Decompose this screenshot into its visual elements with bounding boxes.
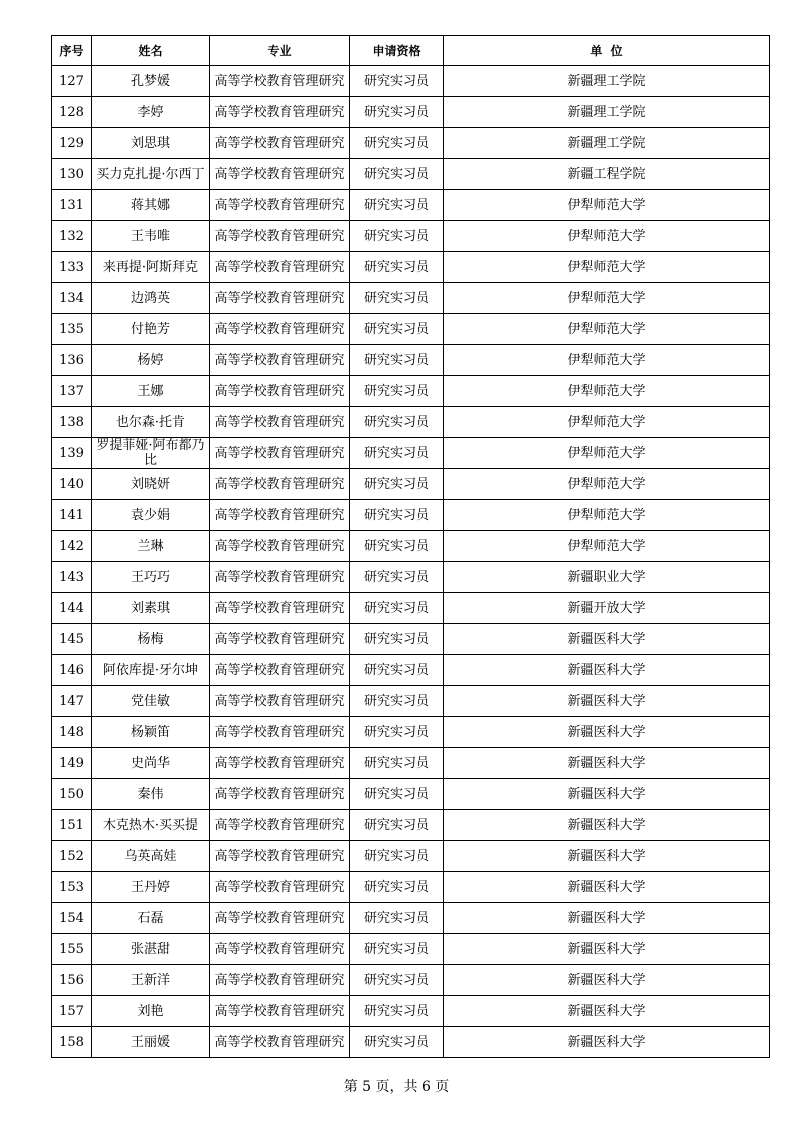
cell-no: 136 [52, 345, 92, 376]
table-row [52, 810, 770, 841]
table-row [52, 190, 770, 221]
cell-unit: 新疆理工学院 [444, 97, 770, 128]
header-qualification: 申请资格 [350, 36, 444, 66]
table-body [52, 66, 770, 1058]
cell-unit: 伊犁师范大学 [444, 221, 770, 252]
cell-major: 高等学校教育管理研究 [210, 903, 350, 934]
cell-no: 137 [52, 376, 92, 407]
cell-unit: 新疆医科大学 [444, 1027, 770, 1058]
cell-major: 高等学校教育管理研究 [210, 221, 350, 252]
cell-unit: 伊犁师范大学 [444, 469, 770, 500]
cell-name: 乌英高娃 [92, 841, 210, 872]
cell-no: 140 [52, 469, 92, 500]
table-row [52, 469, 770, 500]
cell-unit: 新疆医科大学 [444, 934, 770, 965]
cell-name: 刘素琪 [92, 593, 210, 624]
cell-qualification: 研究实习员 [350, 531, 444, 562]
cell-no: 153 [52, 872, 92, 903]
cell-no: 157 [52, 996, 92, 1027]
cell-major: 高等学校教育管理研究 [210, 717, 350, 748]
cell-qualification: 研究实习员 [350, 500, 444, 531]
cell-qualification: 研究实习员 [350, 686, 444, 717]
cell-qualification: 研究实习员 [350, 97, 444, 128]
cell-qualification: 研究实习员 [350, 965, 444, 996]
cell-no: 147 [52, 686, 92, 717]
cell-unit: 新疆开放大学 [444, 593, 770, 624]
cell-name: 买力克扎提·尔西丁 [92, 159, 210, 190]
cell-unit: 新疆医科大学 [444, 872, 770, 903]
cell-unit: 伊犁师范大学 [444, 314, 770, 345]
cell-qualification: 研究实习员 [350, 841, 444, 872]
cell-major: 高等学校教育管理研究 [210, 531, 350, 562]
cell-qualification: 研究实习员 [350, 624, 444, 655]
table-row [52, 965, 770, 996]
cell-unit: 新疆医科大学 [444, 717, 770, 748]
cell-name: 边鸿英 [92, 283, 210, 314]
cell-qualification: 研究实习员 [350, 314, 444, 345]
cell-no: 148 [52, 717, 92, 748]
table-row [52, 1027, 770, 1058]
cell-qualification: 研究实习员 [350, 128, 444, 159]
cell-name: 王巧巧 [92, 562, 210, 593]
table-row [52, 66, 770, 97]
cell-name: 也尔森·托肯 [92, 407, 210, 438]
table-row [52, 531, 770, 562]
cell-qualification: 研究实习员 [350, 469, 444, 500]
cell-unit: 新疆医科大学 [444, 686, 770, 717]
cell-unit: 伊犁师范大学 [444, 190, 770, 221]
cell-unit: 伊犁师范大学 [444, 500, 770, 531]
cell-name: 木克热木·买买提 [92, 810, 210, 841]
table-row [52, 128, 770, 159]
cell-major: 高等学校教育管理研究 [210, 407, 350, 438]
cell-name: 刘思琪 [92, 128, 210, 159]
header-name: 姓名 [92, 36, 210, 66]
cell-name: 王韦唯 [92, 221, 210, 252]
cell-no: 130 [52, 159, 92, 190]
cell-major: 高等学校教育管理研究 [210, 190, 350, 221]
page-indicator: 第 5 页，共 6 页 [343, 1079, 450, 1095]
cell-major: 高等学校教育管理研究 [210, 562, 350, 593]
cell-no: 129 [52, 128, 92, 159]
table-header-row [52, 36, 770, 66]
cell-qualification: 研究实习员 [350, 159, 444, 190]
cell-major: 高等学校教育管理研究 [210, 345, 350, 376]
table-row [52, 221, 770, 252]
cell-major: 高等学校教育管理研究 [210, 996, 350, 1027]
roster-table [51, 35, 770, 1058]
cell-major: 高等学校教育管理研究 [210, 159, 350, 190]
cell-unit: 新疆医科大学 [444, 655, 770, 686]
cell-qualification: 研究实习员 [350, 717, 444, 748]
table-row [52, 624, 770, 655]
cell-qualification: 研究实习员 [350, 996, 444, 1027]
cell-unit: 新疆医科大学 [444, 779, 770, 810]
cell-no: 128 [52, 97, 92, 128]
cell-qualification: 研究实习员 [350, 903, 444, 934]
table-row [52, 97, 770, 128]
cell-qualification: 研究实习员 [350, 221, 444, 252]
cell-major: 高等学校教育管理研究 [210, 872, 350, 903]
cell-unit: 新疆医科大学 [444, 748, 770, 779]
cell-qualification: 研究实习员 [350, 655, 444, 686]
cell-name: 张湛甜 [92, 934, 210, 965]
cell-no: 149 [52, 748, 92, 779]
table-row [52, 655, 770, 686]
cell-major: 高等学校教育管理研究 [210, 469, 350, 500]
cell-major: 高等学校教育管理研究 [210, 841, 350, 872]
cell-qualification: 研究实习员 [350, 252, 444, 283]
table-row [52, 779, 770, 810]
cell-major: 高等学校教育管理研究 [210, 748, 350, 779]
table-row [52, 686, 770, 717]
cell-no: 150 [52, 779, 92, 810]
table-row [52, 345, 770, 376]
cell-qualification: 研究实习员 [350, 872, 444, 903]
cell-qualification: 研究实习员 [350, 1027, 444, 1058]
cell-major: 高等学校教育管理研究 [210, 500, 350, 531]
cell-name: 王新洋 [92, 965, 210, 996]
cell-major: 高等学校教育管理研究 [210, 810, 350, 841]
cell-major: 高等学校教育管理研究 [210, 965, 350, 996]
cell-name: 刘晓妍 [92, 469, 210, 500]
cell-name: 史尚华 [92, 748, 210, 779]
cell-major: 高等学校教育管理研究 [210, 624, 350, 655]
cell-qualification: 研究实习员 [350, 376, 444, 407]
cell-major: 高等学校教育管理研究 [210, 97, 350, 128]
cell-no: 154 [52, 903, 92, 934]
cell-major: 高等学校教育管理研究 [210, 66, 350, 97]
table-row [52, 159, 770, 190]
cell-name: 刘艳 [92, 996, 210, 1027]
cell-unit: 伊犁师范大学 [444, 376, 770, 407]
table-row [52, 438, 770, 469]
header-major: 专业 [210, 36, 350, 66]
cell-major: 高等学校教育管理研究 [210, 252, 350, 283]
cell-name: 王丽媛 [92, 1027, 210, 1058]
cell-unit: 新疆理工学院 [444, 128, 770, 159]
cell-no: 132 [52, 221, 92, 252]
table-row [52, 841, 770, 872]
table-row [52, 314, 770, 345]
table-row [52, 593, 770, 624]
cell-unit: 新疆医科大学 [444, 965, 770, 996]
cell-no: 156 [52, 965, 92, 996]
cell-qualification: 研究实习员 [350, 810, 444, 841]
table-row [52, 407, 770, 438]
cell-no: 138 [52, 407, 92, 438]
cell-qualification: 研究实习员 [350, 748, 444, 779]
cell-qualification: 研究实习员 [350, 190, 444, 221]
cell-no: 142 [52, 531, 92, 562]
cell-major: 高等学校教育管理研究 [210, 376, 350, 407]
cell-major: 高等学校教育管理研究 [210, 1027, 350, 1058]
cell-qualification: 研究实习员 [350, 438, 444, 469]
cell-qualification: 研究实习员 [350, 562, 444, 593]
table-row [52, 996, 770, 1027]
cell-no: 151 [52, 810, 92, 841]
cell-no: 133 [52, 252, 92, 283]
cell-major: 高等学校教育管理研究 [210, 593, 350, 624]
cell-unit: 伊犁师范大学 [444, 407, 770, 438]
header-unit: 单 位 [444, 36, 770, 66]
cell-name: 石磊 [92, 903, 210, 934]
table-row [52, 717, 770, 748]
table-row [52, 252, 770, 283]
cell-name: 袁少娟 [92, 500, 210, 531]
cell-name: 孔梦媛 [92, 66, 210, 97]
cell-qualification: 研究实习员 [350, 779, 444, 810]
cell-major: 高等学校教育管理研究 [210, 686, 350, 717]
table-row [52, 500, 770, 531]
cell-no: 158 [52, 1027, 92, 1058]
cell-no: 127 [52, 66, 92, 97]
cell-no: 144 [52, 593, 92, 624]
cell-unit: 新疆医科大学 [444, 810, 770, 841]
cell-name: 杨梅 [92, 624, 210, 655]
cell-no: 155 [52, 934, 92, 965]
cell-no: 141 [52, 500, 92, 531]
cell-name: 阿依库提·牙尔坤 [92, 655, 210, 686]
cell-name: 杨颖笛 [92, 717, 210, 748]
cell-name: 杨婷 [92, 345, 210, 376]
cell-qualification: 研究实习员 [350, 345, 444, 376]
cell-name: 兰琳 [92, 531, 210, 562]
cell-qualification: 研究实习员 [350, 593, 444, 624]
cell-unit: 新疆医科大学 [444, 903, 770, 934]
cell-unit: 新疆职业大学 [444, 562, 770, 593]
cell-unit: 伊犁师范大学 [444, 531, 770, 562]
table-row [52, 748, 770, 779]
cell-unit: 新疆医科大学 [444, 996, 770, 1027]
cell-qualification: 研究实习员 [350, 283, 444, 314]
cell-name: 罗提菲娅·阿布都乃比 [92, 438, 210, 469]
cell-no: 131 [52, 190, 92, 221]
cell-name: 来再提·阿斯拜克 [92, 252, 210, 283]
cell-no: 146 [52, 655, 92, 686]
cell-no: 145 [52, 624, 92, 655]
cell-unit: 新疆医科大学 [444, 624, 770, 655]
cell-no: 152 [52, 841, 92, 872]
cell-name: 党佳敏 [92, 686, 210, 717]
cell-name: 付艳芳 [92, 314, 210, 345]
cell-no: 139 [52, 438, 92, 469]
table-row [52, 562, 770, 593]
cell-unit: 新疆工程学院 [444, 159, 770, 190]
cell-no: 134 [52, 283, 92, 314]
cell-name: 王娜 [92, 376, 210, 407]
cell-name: 王丹婷 [92, 872, 210, 903]
cell-no: 135 [52, 314, 92, 345]
cell-major: 高等学校教育管理研究 [210, 283, 350, 314]
cell-major: 高等学校教育管理研究 [210, 655, 350, 686]
cell-no: 143 [52, 562, 92, 593]
cell-major: 高等学校教育管理研究 [210, 314, 350, 345]
cell-major: 高等学校教育管理研究 [210, 128, 350, 159]
cell-unit: 新疆医科大学 [444, 841, 770, 872]
table-row [52, 872, 770, 903]
header-no: 序号 [52, 36, 92, 66]
cell-major: 高等学校教育管理研究 [210, 779, 350, 810]
cell-name: 蒋其娜 [92, 190, 210, 221]
cell-qualification: 研究实习员 [350, 66, 444, 97]
cell-major: 高等学校教育管理研究 [210, 934, 350, 965]
cell-name: 李婷 [92, 97, 210, 128]
table-row [52, 903, 770, 934]
cell-unit: 伊犁师范大学 [444, 283, 770, 314]
table-row [52, 376, 770, 407]
cell-unit: 伊犁师范大学 [444, 345, 770, 376]
cell-major: 高等学校教育管理研究 [210, 438, 350, 469]
cell-qualification: 研究实习员 [350, 407, 444, 438]
cell-qualification: 研究实习员 [350, 934, 444, 965]
table-row [52, 283, 770, 314]
table-row [52, 934, 770, 965]
cell-name: 秦伟 [92, 779, 210, 810]
cell-unit: 新疆理工学院 [444, 66, 770, 97]
cell-unit: 伊犁师范大学 [444, 438, 770, 469]
cell-unit: 伊犁师范大学 [444, 252, 770, 283]
